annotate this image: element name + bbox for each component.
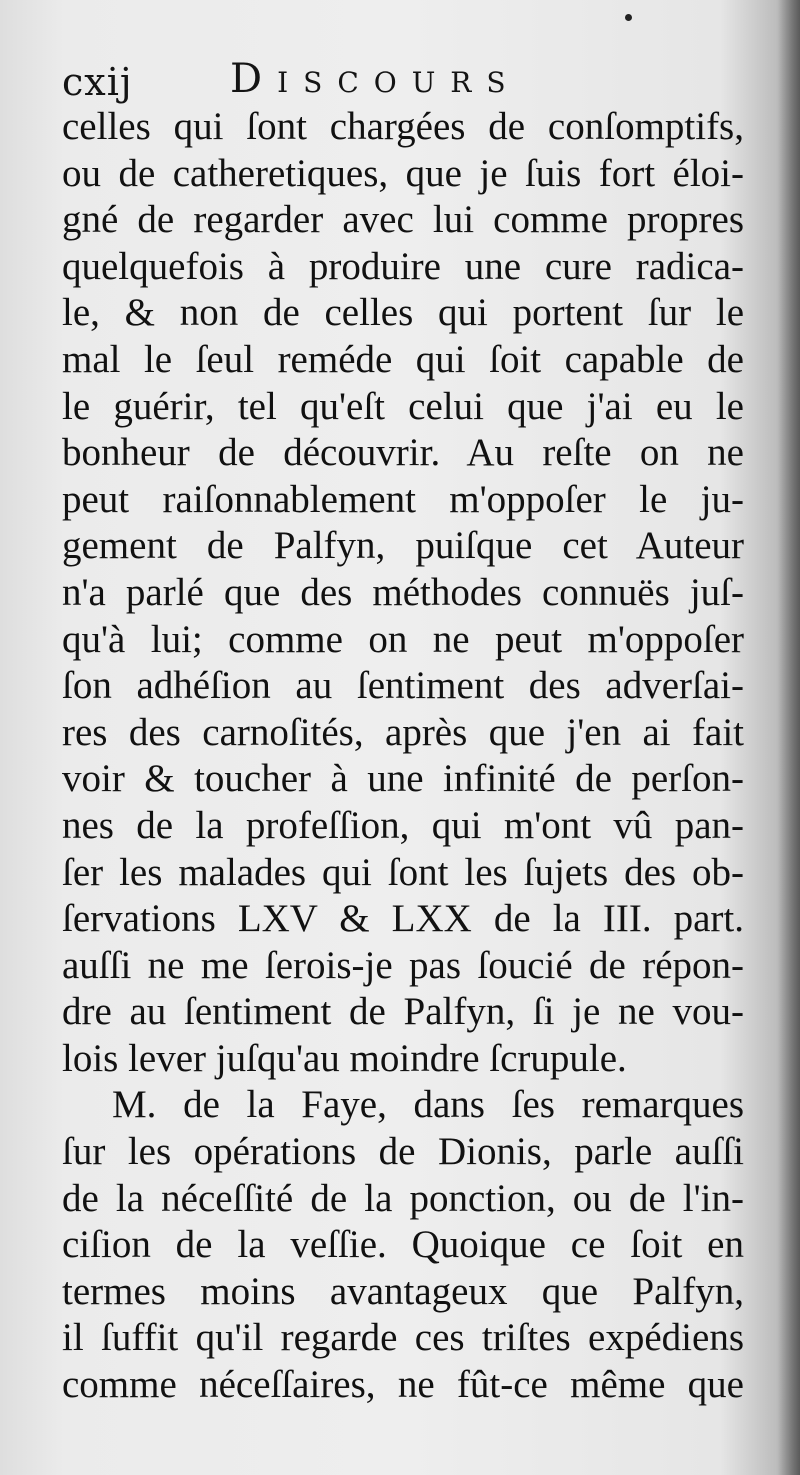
text-line: le, & non de celles qui portent ſur le: [62, 291, 744, 335]
page-number: cxij: [62, 60, 133, 104]
text-line: dre au ſentiment de Palfyn, ſi je ne vou-: [62, 990, 744, 1034]
text-line: termes moins avantageux que Palfyn,: [62, 1269, 744, 1313]
text-line: ſer les malades qui ſont les ſujets des ob-: [62, 850, 744, 894]
text-line: voir & toucher à une infinité de perſon-: [62, 757, 744, 801]
text-line: ſon adhéſion au ſentiment des adverſai-: [62, 664, 744, 708]
text-line: qu'à lui; comme on ne peut m'oppoſer: [62, 617, 744, 661]
page-edge-shadow: [778, 0, 800, 1475]
body-text: [62, 104, 744, 1409]
paragraph-end-line: lois lever juſqu'au moindre ſcrupule.: [62, 1036, 627, 1080]
text-line: le guérir, tel qu'eſt celui que j'ai eu le: [62, 384, 744, 428]
text-line: bonheur de découvrir. Au reſte on ne: [62, 431, 744, 475]
text-line: ciſion de la veſſie. Quoique ce ſoit en: [62, 1223, 744, 1267]
text-line: ou de catheretiques, que je ſuis fort éloi-: [62, 151, 744, 195]
text-line: il ſuffit qu'il regarde ces triſtes expédiens: [62, 1316, 744, 1360]
text-line: quelquefois à produire une cure radica-: [62, 244, 744, 288]
text-line: nes de la profeſſion, qui m'ont vû pan-: [62, 803, 744, 847]
paragraph-start-line: M. de la Faye, dans ſes remarques: [112, 1083, 744, 1127]
text-line: gné de regarder avec lui comme propres: [62, 198, 744, 242]
text-line: de la néceſſité de la ponction, ou de l'in-: [62, 1176, 744, 1220]
text-line: mal le ſeul reméde qui ſoit capable de: [62, 337, 744, 381]
text-line: n'a parlé que des méthodes connuës juſ-: [62, 570, 744, 614]
running-head: Discours: [230, 56, 521, 102]
text-line: celles qui ſont chargées de conſomptifs,: [62, 105, 744, 148]
text-line: res des carnoſités, après que j'en ai fait: [62, 710, 744, 754]
ink-speck: [625, 14, 632, 21]
text-line: ſervations LXV & LXX de la III. part.: [62, 897, 744, 941]
text-line: peut raiſonnablement m'oppoſer le ju-: [62, 477, 744, 521]
text-line: ſur les opérations de Dionis, parle auſſi: [62, 1130, 744, 1174]
text-line: comme néceſſaires, ne fût-ce même que: [62, 1363, 744, 1407]
text-line: gement de Palfyn, puiſque cet Auteur: [62, 524, 744, 568]
text-line: auſſi ne me ſerois-je pas ſoucié de répon-: [62, 943, 744, 987]
